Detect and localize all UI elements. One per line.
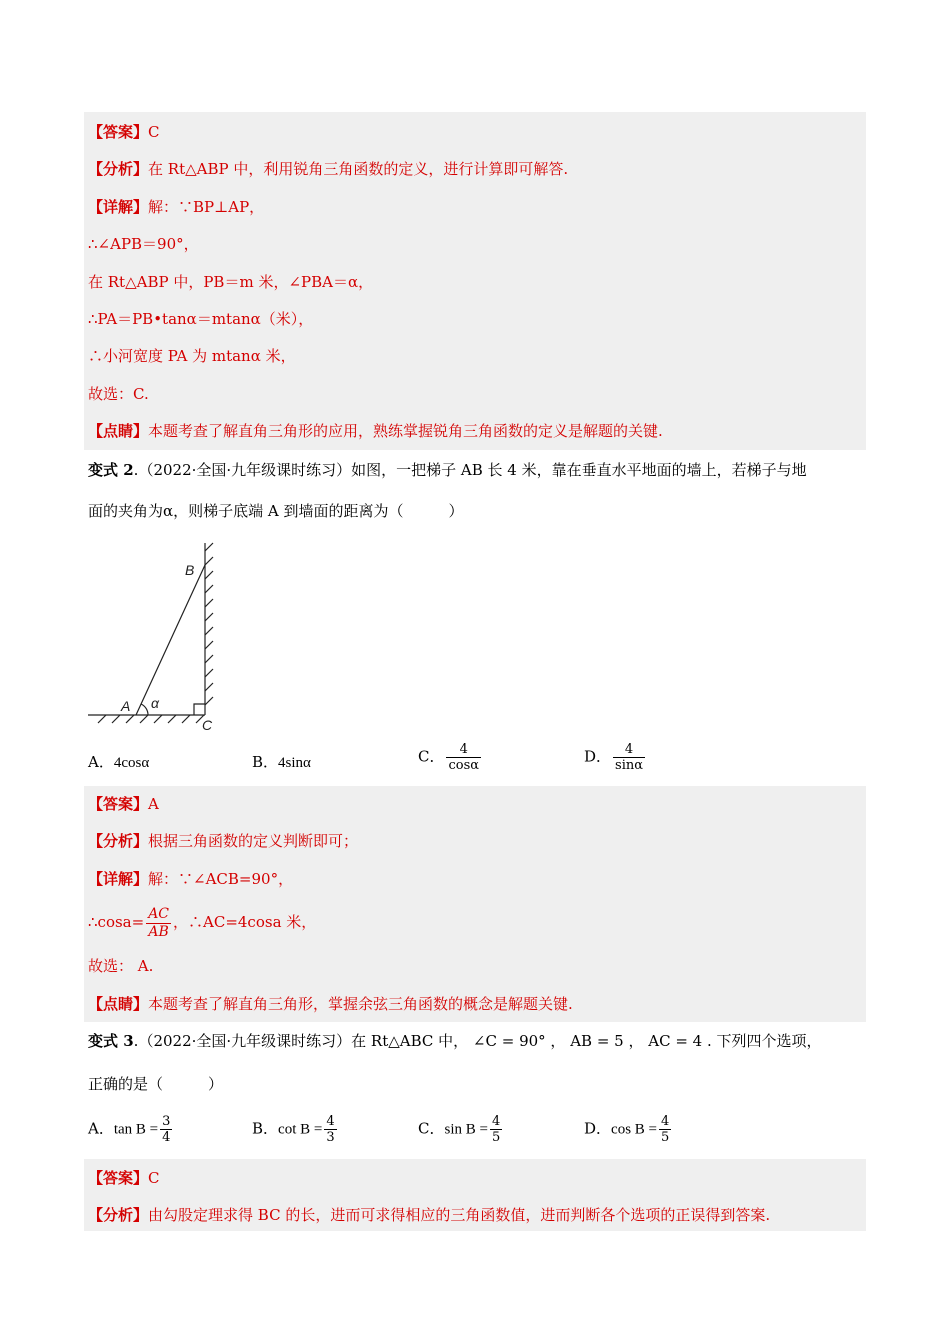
q3-option-d[interactable]: D．cos B = $\frac{4}{5}$ xyxy=(584,1114,670,1145)
ladder-line xyxy=(136,565,205,715)
detail-line-2: ∴∠APB＝90°， xyxy=(88,235,199,253)
q3-option-a[interactable]: A．tan B = $\frac{3}{4}$ xyxy=(88,1114,171,1145)
question-2-stem-line-2: 面的夹角为α，则梯子底端 A 到墙面的距离为（ ） xyxy=(88,502,464,520)
fraction: $\frac{4}{\cos\alpha}$ xyxy=(448,742,480,773)
detail-line-2-2: ∴cosa= $\frac{AC}{AB}$ ，∴AC=4cosa 米， xyxy=(88,905,317,940)
detail-line-2-3: 故选： A. xyxy=(88,957,154,975)
question-2-stem-line-1: 变式 2.（2022·全国·九年级课时练习）如图，一把梯子 AB 长 4 米，靠在垂直水平地面的墙上，若梯子与地 xyxy=(88,461,807,479)
label-a: A xyxy=(121,698,131,714)
ladder-figure xyxy=(84,535,234,735)
detail-line-2-1: 【详解】解：∵∠ACB=90°， xyxy=(88,870,294,888)
answer-line-3: 【答案】C xyxy=(88,1169,160,1187)
q3-option-b[interactable]: B．cot B = $\frac{4}{3}$ xyxy=(252,1114,335,1145)
q3-option-c[interactable]: C．sin B = $\frac{4}{5}$ xyxy=(418,1114,501,1145)
label-b: B xyxy=(185,562,195,578)
comment-line-2: 【点睛】本题考查了解直角三角形，掌握余弦三角函数的概念是解题关键. xyxy=(88,995,573,1013)
fraction: $\frac{4}{\sin\alpha}$ xyxy=(615,742,644,773)
answer-line-1: 【答案】C xyxy=(88,123,160,141)
right-angle-mark xyxy=(194,704,205,715)
label-c: C xyxy=(202,717,213,733)
question-3-stem-line-2: 正确的是（ ） xyxy=(88,1075,224,1093)
q2-option-b[interactable]: B．4sinα xyxy=(252,753,311,771)
q2-option-d[interactable]: D． $\frac{4}{\sin\alpha}$ xyxy=(584,742,644,773)
detail-line-6: 故选：C. xyxy=(88,385,149,403)
detail-line-3: 在 Rt△ABP 中，PB＝m 米，∠PBA＝α， xyxy=(88,273,374,291)
wall-hatching xyxy=(205,543,213,705)
comment-line-1: 【点睛】本题考查了解直角三角形的应用，熟练掌握锐角三角函数的定义是解题的关键. xyxy=(88,422,663,440)
fraction: $\frac{4}{3}$ xyxy=(326,1114,335,1145)
angle-arc xyxy=(141,704,148,715)
detail-line-4: ∴PA＝PB•tanα＝mtanα（米）， xyxy=(88,310,314,328)
question-3-stem-line-1: 变式 3.（2022·全国·九年级课时练习）在 Rt△ABC 中， ∠C = 90° ， AB = 5 ， AC = 4 . 下列四个选项， xyxy=(88,1032,822,1050)
ground-hatching xyxy=(98,715,204,723)
q2-option-a[interactable]: A．4cosα xyxy=(88,753,150,771)
fraction: $\frac{4}{5}$ xyxy=(491,1114,501,1145)
analysis-line-1: 【分析】在 Rt△ABP 中，利用锐角三角函数的定义，进行计算即可解答. xyxy=(88,160,569,178)
fraction: $\frac{4}{5}$ xyxy=(661,1114,670,1145)
q2-option-c[interactable]: C． $\frac{4}{\cos\alpha}$ xyxy=(418,742,480,773)
analysis-line-2: 【分析】根据三角函数的定义判断即可； xyxy=(88,832,359,850)
fraction: $\frac{AC}{AB}$ xyxy=(148,905,170,940)
fraction: $\frac{3}{4}$ xyxy=(162,1114,171,1145)
detail-line-1: 【详解】解：∵BP⊥AP， xyxy=(88,198,265,216)
label-alpha: α xyxy=(151,695,159,711)
answer-line-2: 【答案】A xyxy=(88,795,159,813)
detail-line-5: ∴小河宽度 PA 为 mtanα 米， xyxy=(88,347,296,365)
analysis-line-3: 【分析】由勾股定理求得 BC 的长，进而可求得相应的三角函数值，进而判断各个选项的正误得到答案. xyxy=(88,1206,771,1224)
